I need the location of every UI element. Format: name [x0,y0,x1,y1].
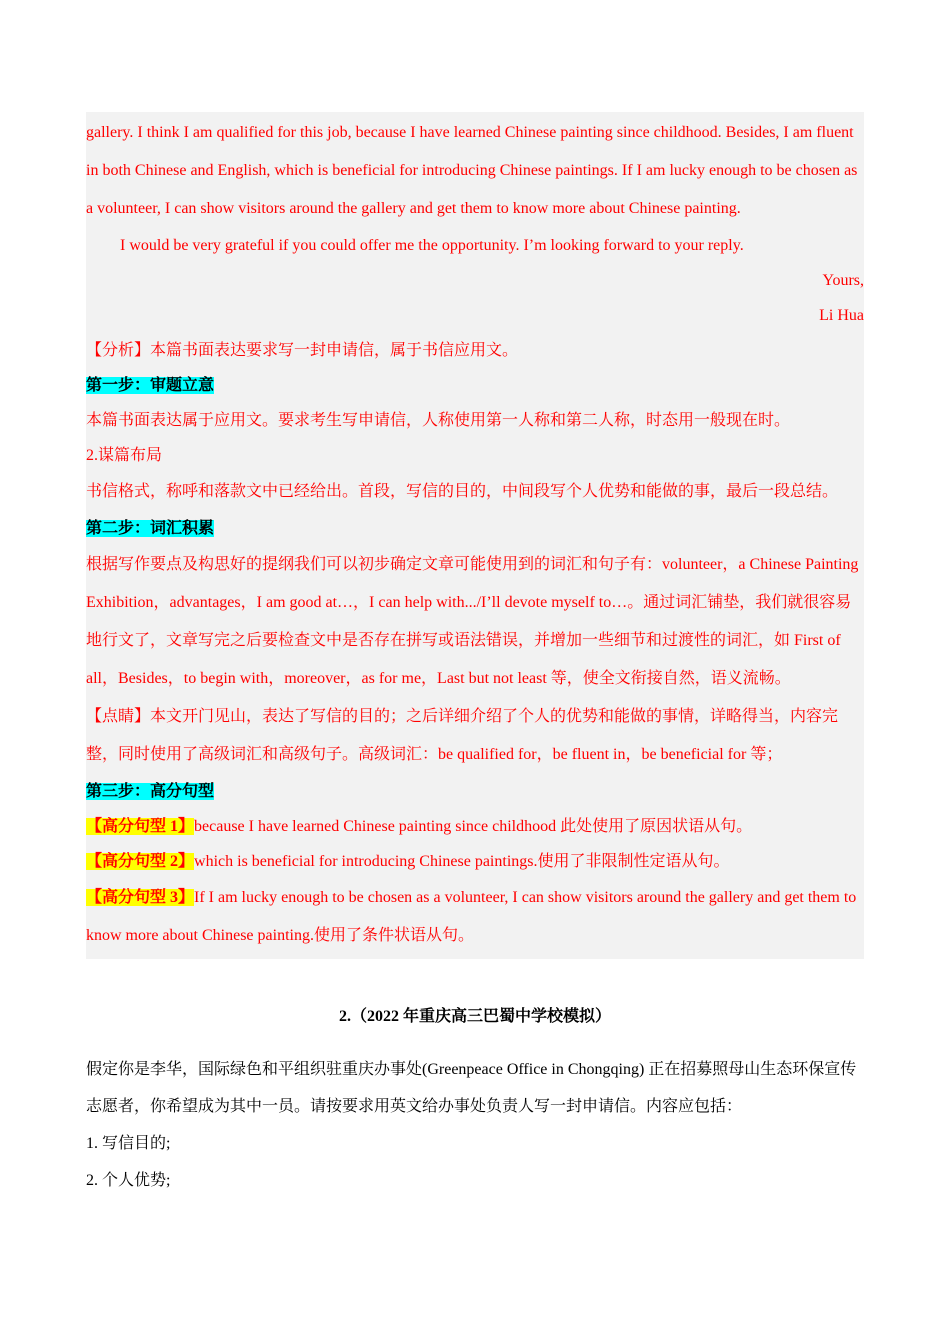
highlight-text: 【点睛】本文开门见山，表达了写信的目的；之后详细介绍了个人的优势和能做的事情，详略得当，内容完整，同时使用了高级词汇和高级句子。高级词汇：be qualified for，be fluent in，be beneficial for 等； [86,708,839,763]
sentence-pattern-3-label: 【高分句型 3】 [86,889,195,906]
question-prompt: 假定你是李华，国际绿色和平组织驻重庆办事处(Greenpeace Office in Chongqing) 正在招募照母山生态环保宣传志愿者，你希望成为其中一员。请按要求用英文给办事处负责人写一封申请信。内容应包括： [86,1061,857,1115]
sentence-pattern-1-text: because I have learned Chinese painting since childhood 此处使用了原因状语从句。 [194,818,753,835]
step1-sub-text: 书信格式，称呼和落款文中已经给出。首段，写信的目的，中间段写个人优势和能做的事，最后一段总结。 [86,483,839,500]
step3-label: 第三步：高分句型 [86,783,215,800]
step2-heading [86,511,864,546]
question-title: 2.（2022 年重庆高三巴蜀中学校模拟） [338,1008,611,1025]
letter-paragraph-1: gallery. I think I am qualified for this job, because I have learned Chinese painting since childhood. Besides, I am fluent in both Chinese and English, which is beneficial for introducing Chinese paintings. If I am lucky enough to be chosen as a volunteer, I can show visitors around the gallery and get them to know more about Chinese painting. [86,124,858,217]
letter-closing: Yours, [822,272,864,289]
letter-paragraph-2: I would be very grateful if you could offer me the opportunity. I’m looking forward to your reply. [120,237,744,254]
step2-text: 根据写作要点及构思好的提纲我们可以初步确定文章可能使用到的词汇和句子有：volunteer，a Chinese Painting Exhibition，advantages，I am good at…，I can help with.../I’ll devote myself to…。通过词汇铺垫，我们就很容易地行文了，文章写完之后要检查文中是否存在拼写或语法错误，并增加一些细节和过渡性的词汇，如 First of all，Besides，to begin with，moreover，as for me，Last but not least 等，使全文衔接自然，语义流畅。 [86,556,859,687]
sentence-pattern-2-text: which is beneficial for introducing Chinese paintings.使用了非限制性定语从句。 [194,853,730,870]
analysis-intro: 【分析】本篇书面表达要求写一封申请信，属于书信应用文。 [86,342,519,359]
step1-heading [86,368,864,403]
sentence-pattern-2 [86,844,864,879]
step2-label: 第二步：词汇积累 [86,520,215,537]
sentence-pattern-3 [86,879,864,955]
sentence-pattern-3-text: If I am lucky enough to be chosen as a volunteer, I can show visitors around the gallery and get them to know more about Chinese painting.使用了条件状语从句。 [86,889,857,944]
page-content [86,112,864,1199]
step1-subheading: 2.谋篇布局 [86,447,163,464]
step3-heading [86,774,864,809]
question-item-2: 2. 个人优势; [86,1172,171,1189]
answer-block [86,112,864,959]
letter-signature: Li Hua [819,307,864,324]
step1-label: 第一步：审题立意 [86,377,215,394]
sentence-pattern-1 [86,809,864,844]
question-item-1: 1. 写信目的; [86,1135,171,1152]
step1-text: 本篇书面表达属于应用文。要求考生写申请信，人称使用第一人称和第二人称，时态用一般现在时。 [86,412,791,429]
sentence-pattern-1-label: 【高分句型 1】 [86,818,195,835]
sentence-pattern-2-label: 【高分句型 2】 [86,853,195,870]
